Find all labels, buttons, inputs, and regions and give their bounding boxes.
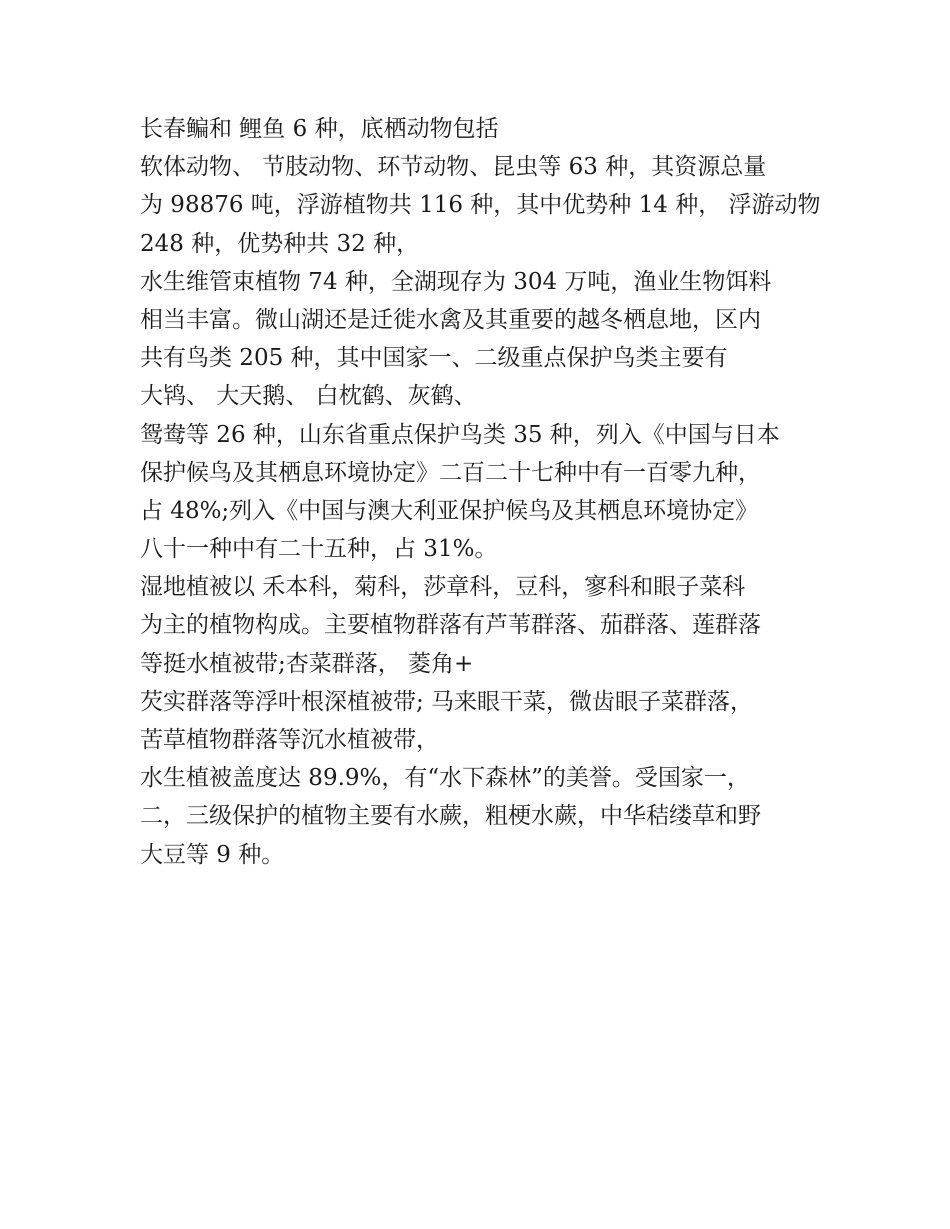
text-line-19: 二，三级保护的植物主要有水蕨，粗梗水蕨，中华秸缕草和野	[140, 803, 761, 830]
text-line-20: 大豆等 9 种。	[140, 841, 285, 868]
text-line-1: 长春鳊和 鲤鱼 6 种，底栖动物包括	[140, 116, 499, 142]
text-line-14: 为主的植物构成。主要植物群落有芦苇群落、茄群落、莲群落	[140, 612, 761, 639]
text-line-3: 为 98876 吨，浮游植物共 116 种，其中优势种 14 种， 浮游动物	[140, 192, 821, 219]
text-line-17: 苦草植物群落等沉水植被带，	[140, 727, 439, 753]
text-line-15: 等挺水植被带;杏菜群落， 菱角+	[140, 650, 474, 677]
text-line-13: 湿地植被以 禾本科，菊科，莎章科，豆科，寥科和眼子菜科	[140, 574, 746, 601]
text-line-7: 共有鸟类 205 种，其中国家一、二级重点保护鸟类主要有	[140, 345, 728, 372]
text-line-18: 水生植被盖度达 89.9%，有“水下森林”的美誉。受国家一，	[140, 765, 750, 792]
text-line-16: 芡实群落等浮叶根深植被带; 马来眼干菜，微齿眼子菜群落，	[140, 688, 754, 715]
text-line-12: 八十一种中有二十五种，占 31%。	[140, 536, 498, 563]
text-line-11: 占 48%;列入《中国与澳大利亚保护候鸟及其栖息环境协定》	[140, 497, 759, 524]
body-text	[140, 110, 840, 874]
text-line-5: 水生维管束植物 74 种，全湖现存为 304 万吨，渔业生物饵料	[140, 268, 772, 295]
text-line-6: 相当丰富。微山湖还是迁徙水禽及其重要的越冬栖息地，区内	[140, 306, 761, 333]
text-line-4: 248 种，优势种共 32 种，	[140, 230, 420, 257]
text-line-10: 保护候鸟及其栖息环境协定》二百二十七种中有一百零九种，	[140, 459, 761, 486]
text-line-8: 大鸨、 大天鹅、 白枕鹤、灰鹤、	[140, 383, 477, 410]
text-line-2: 软体动物、 节肢动物、环节动物、昆虫等 63 种，其资源总量	[140, 154, 767, 181]
text-line-9: 鸳鸯等 26 种，山东省重点保护鸟类 35 种，列入《中国与日本	[140, 421, 780, 448]
